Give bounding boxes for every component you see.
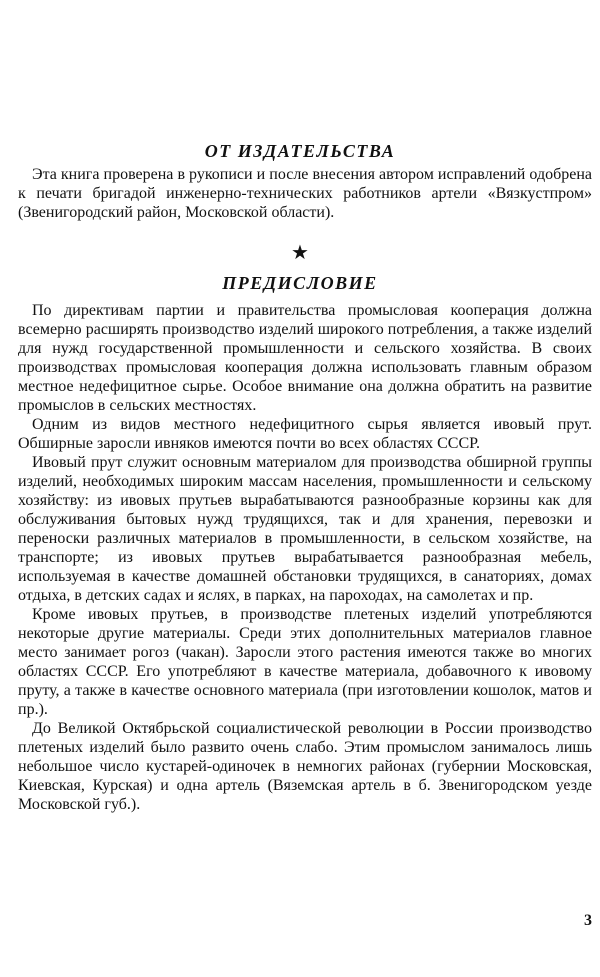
preface-title: ПРЕДИСЛОВИЕ [222, 273, 378, 293]
preface-paragraph: По директивам партии и правительства промысловая кооперация должна всемерно расширять производство изделий широкого потребления, а также изделий для нужд государственной промышленности и сельского хозяйства. В своих производствах промысловая кооперация должна использовать главным образом местное недефицитное сырье. Особое внимание она должна обратить на развитие промыслов в сельских местностях. [18, 302, 592, 414]
preface-paragraph: До Великой Октябрьской социалистической революции в России производство плетеных изделий было развито очень слабо. Этим промыслом занималось лишь небольшое число кустарей-одиночек в немногих районах (губернии Московская, Киевская, Курская) и одна артель (Вяземская артель в б. Звенигородском уезде Московской губ.). [18, 720, 592, 813]
preface-paragraph: Одним из видов местного недефицитного сырья является ивовый прут. Обширные заросли ивняков имеются почти во всех областях СССР. [18, 416, 592, 452]
page-number: 3 [584, 912, 592, 929]
publisher-note-title: ОТ ИЗДАТЕЛЬСТВА [204, 141, 396, 161]
publisher-note [18, 165, 592, 222]
preface-paragraph: Кроме ивовых прутьев, в производстве плетеных изделий употребляются некоторые другие материалы. Среди этих дополнительных материалов главное место занимает рогоз (чакан). Заросли этого растения имеются также во многих областях СССР. Его употребляют в качестве материала, добавочного к ивовому пруту, а также в качестве основного материала (при изготовлении кошолок, матов и пр.). [18, 606, 592, 718]
star-separator-icon: ★ [291, 242, 309, 264]
publisher-note-text: Эта книга проверена в рукописи и после внесения автором исправлений одобрена к печати бригадой инженерно-технических работников артели «Вязкустпром» (Звенигородский район, Московской области). [18, 166, 592, 221]
preface-paragraph: Ивовый прут служит основным материалом для производства обширной группы изделий, необходимых широким массам населения, промышленности и сельскому хозяйству: из ивовых прутьев вырабатываются разнообразные корзины как для обслуживания бытовых нужд трудящихся, так и для хранения, перевозки и переноски различных материалов в промышленности, в сельском хозяйстве, на транспорте; из ивовых прутьев вырабатывается разнообразная мебель, используемая в качестве домашней обстановки трудящихся, в санаториях, домах отдыха, в детских садах и яслях, в парках, на пароходах, на самолетах и пр. [18, 454, 592, 604]
preface-body [18, 301, 592, 814]
